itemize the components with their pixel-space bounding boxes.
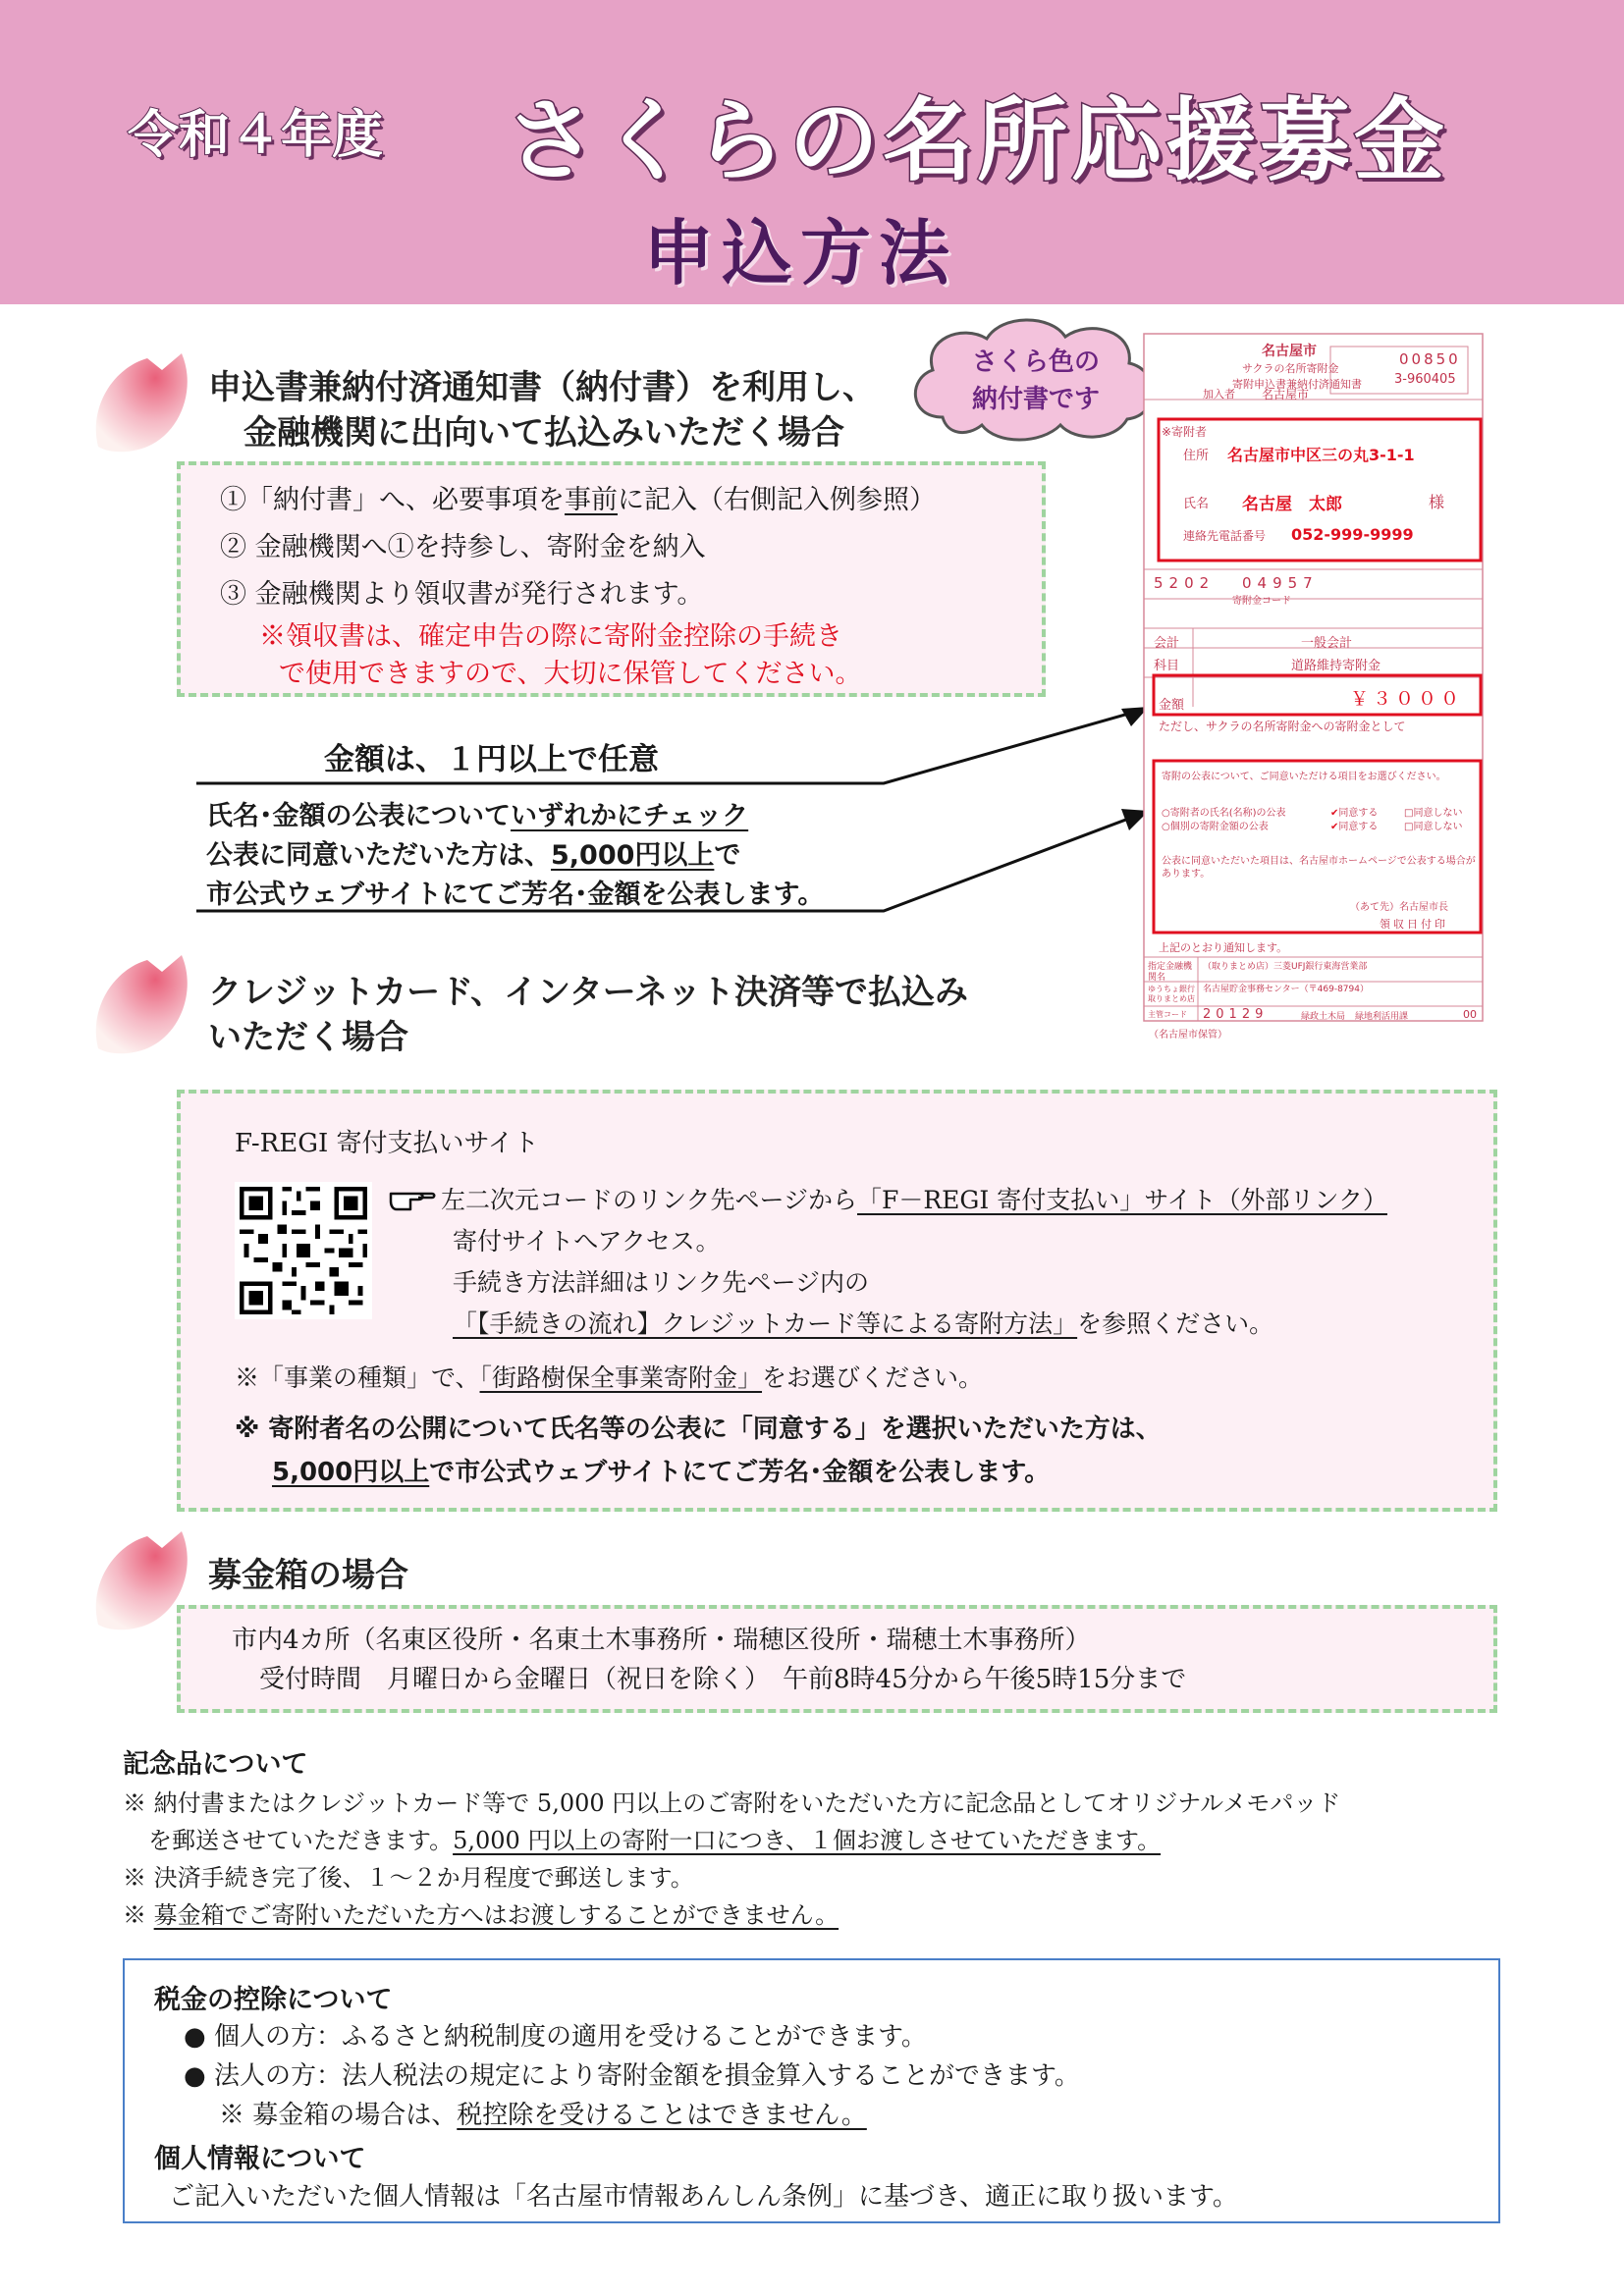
- fregi-publish-note: ※ 寄附者名の公開について氏名等の公表に「同意する」を選択いただいた方は、 5,000円以上で市公式ウェブサイトにてご芳名･金額を公表します。: [235, 1415, 1162, 1487]
- slip-bureau: 緑政土木局: [1301, 1012, 1346, 1022]
- privacy-text: ご記入いただいた個人情報は「名古屋市情報あんしん条例」に基づき、適正に取り扱います。: [169, 2182, 1238, 2212]
- fregi-instructions: 左二次元コードのリンク先ページから「F－REGI 寄付支払い」サイト（外部リンク） 寄付サイトへアクセス。 手続き方法詳細はリンク先ページ内の 「【手続きの流れ】クレジットカード等による寄附方法」を参照ください。: [441, 1186, 1387, 1338]
- privacy-heading: 個人情報について: [154, 2144, 366, 2174]
- slip-issuer: 名古屋市: [1262, 344, 1317, 359]
- sakura-petal-icon: [88, 348, 196, 456]
- slip-fund-name: サクラの名所寄附金: [1242, 362, 1339, 375]
- section1-heading-line2: 金融機関に出向いて払込みいただく場合: [244, 413, 844, 453]
- slip-name-value: 名古屋 太郎: [1242, 495, 1342, 514]
- qr-code[interactable]: [235, 1182, 372, 1319]
- slip-account-no2: 3-960405: [1394, 372, 1456, 387]
- slip-code-label: 寄附金コード: [1232, 596, 1291, 607]
- tax-details: ● 個人の方：ふるさと納税制度の適用を受けることができます。 ● 法人の方：法人税法の規定により寄附金額を損金算入することができます。 ※ 募金箱の場合は、税控除を受けることはできません。: [184, 2017, 1080, 2135]
- donation-box-hours: 受付時間 月曜日から金曜日（祝日を除く） 午前8時45分から午後5時15分まで: [259, 1665, 1187, 1694]
- steps-list: [220, 477, 936, 693]
- tax-individual: ● 個人の方：ふるさと納税制度の適用を受けることができます。: [184, 2022, 927, 2052]
- slip-code2: 04957: [1242, 574, 1319, 592]
- section3-heading: 募金箱の場合: [208, 1556, 408, 1595]
- slip-consent-opt1: ○寄附者の氏名(名称)の公表: [1162, 808, 1286, 819]
- gift-line1: ※ 納付書またはクレジットカード等で 5,000 円以上のご寄附をいただいた方に記念品としてオリジナルメモパッド: [123, 1789, 1341, 1817]
- page-subtitle: 申込方法: [643, 212, 958, 294]
- slip-phone-value: 052-999-9999: [1291, 525, 1414, 544]
- slip-honorific: 様: [1429, 493, 1445, 511]
- slip-consent-text1: 寄附の公表について、ご同意いただける項目をお選びください。: [1162, 772, 1446, 782]
- slip-consent-opt2: ○個別の寄附金額の公表: [1162, 822, 1269, 832]
- step-3: ③ 金融機関より領収書が発行されます。: [220, 579, 704, 610]
- slip-receipt-date: 領収日付印: [1380, 918, 1448, 931]
- amount-note: 金額は、１円以上で任意: [324, 742, 659, 777]
- slip-form-title: 寄附申込書兼納付済通知書: [1232, 378, 1362, 391]
- section2-heading-line1: クレジットカード、インターネット決済等で払込み: [208, 973, 969, 1012]
- slip-account-value: 一般会計: [1301, 636, 1353, 651]
- slip-amount-value: ￥３０００: [1350, 688, 1464, 710]
- receipt-note-line2: で使用できますので、大切に保管してください。: [279, 659, 862, 689]
- tax-corporate: ● 法人の方：法人税法の規定により寄附金額を損金算入することができます。: [184, 2061, 1080, 2091]
- slip-code1: 5202: [1154, 574, 1216, 592]
- slip-footnote: ただし、サクラの名所寄附金への寄附金として: [1159, 720, 1406, 733]
- receipt-note-line1: ※領収書は、確定申告の際に寄附金控除の手続き: [259, 621, 842, 652]
- fregi-site-link[interactable]: 「F－REGI 寄付支払い」サイト（外部リンク）: [857, 1186, 1387, 1214]
- slip-division-code: 00: [1463, 1008, 1477, 1021]
- slip-address-value: 名古屋市中区三の丸3-1-1: [1227, 446, 1415, 464]
- tax-heading: 税金の控除について: [154, 1985, 393, 2015]
- slip-post-value: 名古屋貯金事務センター（〒469-8794）: [1203, 985, 1369, 994]
- business-type-note: ※「事業の種類」で、「街路樹保全事業寄附金」をお選びください。: [235, 1363, 984, 1392]
- section2-heading-line2: いただく場合: [208, 1018, 408, 1057]
- section2-box: [177, 1090, 1497, 1512]
- slip-name-label: 氏名: [1183, 497, 1210, 511]
- publish-note: 氏名･金額の公表についていずれかにチェック 公表に同意いただいた方は、5,000円以上で 市公式ウェブサイトにてご芳名･金額を公表します。: [206, 801, 825, 910]
- slip-agree-2: ✔同意する: [1330, 822, 1379, 832]
- section2-heading: [208, 970, 968, 1060]
- gift-heading: 記念品について: [123, 1749, 308, 1780]
- slip-address-label: 住所: [1183, 449, 1210, 463]
- sakura-petal-icon: [88, 950, 196, 1058]
- donation-box-locations: 市内4カ所（名東区役所・名東土木事務所・瑞穂区役所・瑞穂土木事務所）: [232, 1626, 1091, 1655]
- payment-slip-sample: [1134, 329, 1488, 1075]
- slip-addressee: （あて先）名古屋市長: [1350, 902, 1448, 913]
- slip-phone-label: 連絡先電話番号: [1183, 529, 1267, 543]
- fiscal-year: 令和４年度: [128, 106, 384, 165]
- slip-notified: 上記のとおり通知します。: [1159, 941, 1288, 954]
- slip-keep-note: （名古屋市保管）: [1149, 1030, 1227, 1041]
- slip-subscriber-label: 加入者: [1203, 388, 1235, 400]
- slip-division: 緑地利活用課: [1355, 1012, 1409, 1022]
- slip-account-no: 00850: [1399, 350, 1461, 368]
- slip-subject-value: 道路維持寄附金: [1291, 659, 1381, 673]
- slip-consent-text2: 公表に同意いただいた項目は、名古屋市ホームページで公表する場合があります。: [1162, 856, 1476, 880]
- slip-bank-value: （取りまとめ店）三菱UFJ銀行東海営業部: [1203, 962, 1368, 972]
- section1-heading-line1: 申込書兼納付済通知書（納付書）を利用し、: [208, 368, 876, 407]
- slip-subscriber-value: 名古屋市: [1262, 388, 1310, 401]
- slip-main-code-label: 主管コード: [1148, 1010, 1187, 1019]
- page-title: さくらの名所応援募金: [506, 88, 1449, 193]
- gift-section: 記念品について ※ 納付書またはクレジットカード等で 5,000 円以上のご寄附をいただいた方に記念品としてオリジナルメモパッド を郵送させていただきます。5,000 円以上の寄附一口につき、１個お渡しさせていただきます。 ※ 決済手続き完了後、１～２か月程度で郵送します。 ※ 募金箱でご寄附いただいた方へはお渡しすることができません。: [123, 1742, 1340, 1934]
- slip-donor-label: ※寄附者: [1162, 425, 1208, 439]
- section1-steps-box: [177, 461, 1046, 697]
- slip-account-label: 会計: [1154, 636, 1180, 651]
- slip-agree-1: ✔同意する: [1330, 808, 1379, 819]
- slip-bank-label: 指定金融機関名: [1148, 962, 1193, 983]
- slip-disagree-2: □同意しない: [1404, 822, 1463, 832]
- step-1: ①「納付書」へ、必要事項を事前に記入（右側記入例参照）: [220, 485, 936, 515]
- slip-amount-label: 金額: [1159, 698, 1185, 713]
- slip-subject-label: 科目: [1154, 659, 1180, 673]
- header-banner: [0, 0, 1624, 304]
- procedure-link[interactable]: 「【手続きの流れ】クレジットカード等による寄附方法」: [453, 1309, 1078, 1338]
- step-2: ② 金融機関へ①を持参し、寄附金を納入: [220, 532, 706, 562]
- tax-privacy-box: [123, 1958, 1500, 2223]
- gift-line3: ※ 決済手続き完了後、１～２か月程度で郵送します。: [123, 1864, 694, 1892]
- fregi-site-title: F-REGI 寄付支払いサイト: [235, 1129, 539, 1158]
- slip-disagree-1: □同意しない: [1404, 808, 1463, 819]
- section1-heading: [208, 365, 876, 455]
- donation-box-info: [232, 1621, 1186, 1699]
- slip-main-code-value: 20129: [1203, 1007, 1269, 1022]
- slip-post-label: ゆうちょ銀行取りまとめ店: [1148, 985, 1195, 1003]
- cloud-label: さくら色の 納付書です: [971, 347, 1100, 414]
- section3-box: [177, 1605, 1497, 1713]
- pointing-hand-icon: [389, 1180, 436, 1213]
